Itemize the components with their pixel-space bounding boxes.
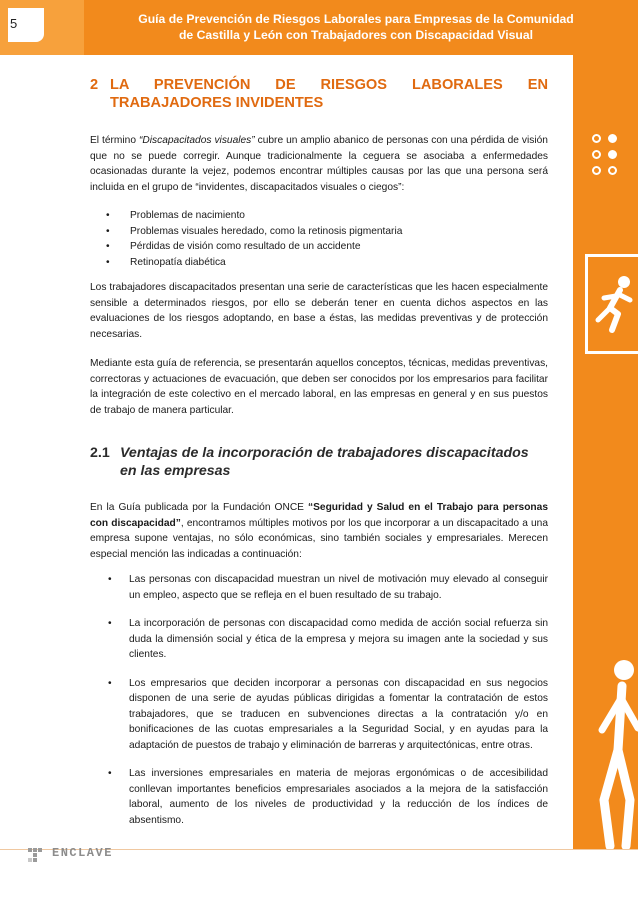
document-title-line2: de Castilla y León con Trabajadores con Discapacidad Visual xyxy=(178,28,533,42)
body-paragraph: Los trabajadores discapacitados presentan una serie de características que les hacen especialmente sensible a determinados riesgos, por ello se deberán tener en cuenta dichos aspectos en las evaluaciones de los riesgos adoptando, en base a éstas, las medidas preventivas y de protección necesarias. xyxy=(90,282,548,340)
body-paragraph: En la Guía publicada por la Fundación ONCE “Seguridad y Salud en el Trabajo para personas con discapacidad”, encontramos múltiples motivos por los que incorporar a un discapacitado a una empresa supone ventajas, no sólo económicas, sino también sociales y empresariales. Merecen especial mención las indicadas a continuación: xyxy=(90,502,548,560)
list-item: • Problemas de nacimiento xyxy=(106,208,548,224)
dots-icon xyxy=(592,134,632,180)
body-paragraph: Mediante esta guía de referencia, se presentarán aquellos conceptos, técnicas, medidas preventivas, correctoras y actuaciones de evacuación, que deben ser conocidos por los empresarios para facilitar la integración de este colectivo en el mercado laboral, en las empresas en general y en sus puestos de trabajo de manera particular. xyxy=(90,358,548,416)
list-item: • Retinopatía diabética xyxy=(106,255,548,271)
list-item: • La incorporación de personas con discapacidad como medida de acción social refuerza sin duda la dimensión social y ética de la empresa y mejora su imagen ante la sociedad y sus clientes. xyxy=(108,616,548,663)
subsection-title: Ventajas de la incorporación de trabajadores discapacitados en las empresas xyxy=(120,445,529,479)
list-item: • Las inversiones empresariales en materia de mejoras ergonómicas o de accesibilidad conllevan importantes beneficios empresariales asociados a la mejora de la satisfacción laboral, aumento de los niveles de productividad y la reducción de los índices de absentismo. xyxy=(108,766,548,828)
intro-paragraph: El término “Discapacitados visuales” cubre un amplio abanico de personas con una pérdida de visión que no se puede corregir. Aunque tradicionalmente la ceguera se asociaba a enfermedades ocasionadas durante la vejez, podemos encontrar múltiples causas por las que una persona será incluida en el grupo de “invidentes, discapacitados visuales o ciegos”: xyxy=(90,135,548,193)
document-title-line1: Guía de Prevención de Riesgos Laborales para Empresas de la Comunidad xyxy=(138,12,574,26)
list-item: • Los empresarios que deciden incorporar a personas con discapacidad en sus negocios disponen de una serie de ayudas públicas dirigidas a fomentar la contratación de estos trabajadores, que se traducen en subvenciones directas a la contratación y/o en bonificaciones de las cuotas empresariales a la Seguridad Social, y en ayudas para la adaptación de puestos de trabajo y eliminación de barreras y arquitectónicas, entre otras. xyxy=(108,676,548,754)
enclave-logo-icon xyxy=(26,846,44,864)
main-content xyxy=(90,76,548,841)
walking-person-icon xyxy=(590,650,638,850)
running-person-icon xyxy=(590,268,638,348)
enclave-logo-text: ENCLAVE xyxy=(52,846,113,860)
section-heading xyxy=(90,76,548,112)
page-number: 5 xyxy=(10,16,18,31)
document-title xyxy=(96,11,616,43)
bold-guide-title: “Seguridad y Salud en el Trabajo para personas con discapacidad” xyxy=(90,502,548,529)
footer-logo xyxy=(26,846,126,866)
list-item: • Las personas con discapacidad muestran un nivel de motivación muy elevado al conseguir un empleo, aspecto que se refleja en el buen resultado de su trabajo. xyxy=(108,572,548,603)
list-item: • Problemas visuales heredado, como la retinosis pigmentaria xyxy=(106,224,548,240)
advantages-list xyxy=(108,572,548,828)
italic-term: “Discapacitados visuales” xyxy=(139,135,255,146)
subsection-heading xyxy=(90,444,548,480)
section-number: 2 xyxy=(90,77,99,93)
causes-list xyxy=(106,208,548,270)
section-title-line2: TRABAJADORES INVIDENTES xyxy=(110,95,324,111)
subsection-number: 2.1 xyxy=(90,445,110,461)
section-title-line1: LA PREVENCIÓN DE RIESGOS LABORALES EN xyxy=(110,77,548,93)
list-item: • Pérdidas de visión como resultado de un accidente xyxy=(106,239,548,255)
